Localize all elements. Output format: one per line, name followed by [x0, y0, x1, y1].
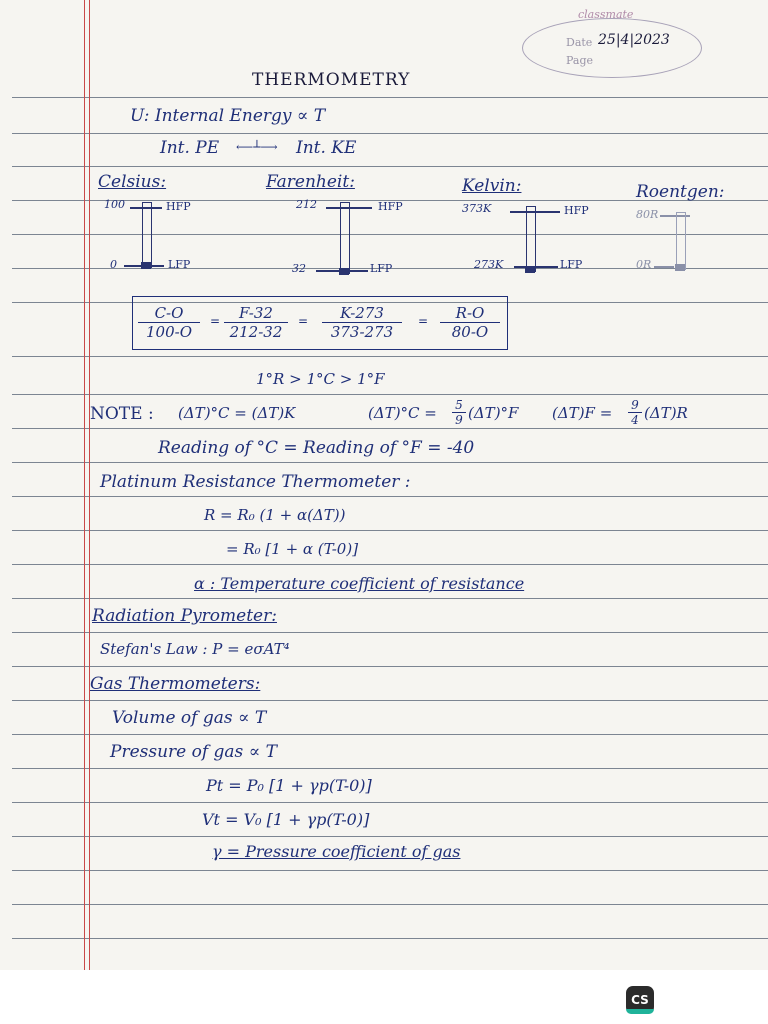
prt-line2: = R₀ [1 + α (T-0)]: [226, 540, 359, 558]
kelvin-lfp-tick: [514, 266, 558, 268]
kelvin-lfp-label: LFP: [560, 258, 583, 271]
gas-line1: Volume of gas ∝ T: [112, 708, 267, 728]
date-label: Date: [566, 36, 593, 49]
fraction-roentgen: [440, 304, 500, 341]
fraction-farenheit-num: F-32: [224, 304, 288, 323]
kelvin-upper: 373K: [462, 202, 492, 215]
fraction-celsius: [138, 304, 200, 341]
page-title: THERMOMETRY: [252, 70, 411, 90]
prt-heading: Platinum Resistance Thermometer :: [100, 472, 411, 492]
celsius-lfp-label: LFP: [168, 258, 191, 271]
gas-line4: Vt = V₀ [1 + γp(T-0)]: [202, 810, 370, 829]
celsius-hfp-label: HFP: [166, 200, 191, 213]
farenheit-upper: 212: [296, 198, 317, 211]
gas-line5: γ = Pressure coefficient of gas: [212, 842, 461, 861]
celsius-lower: 0: [110, 258, 117, 271]
internal-energy-line: U: Internal Energy ∝ T: [130, 106, 326, 126]
kelvin-hfp-label: HFP: [564, 204, 589, 217]
note-eq2-right: (ΔT)°F: [468, 404, 519, 422]
pyrometer-heading: Radiation Pyrometer:: [92, 606, 277, 626]
degree-comparison: 1°R > 1°C > 1°F: [256, 370, 385, 388]
kelvin-lower: 273K: [474, 258, 504, 271]
prt-line3: α : Temperature coefficient of resistance: [194, 574, 525, 593]
int-pe-label: Int. PE: [160, 138, 220, 158]
celsius-upper: 100: [104, 198, 125, 211]
scale-name-kelvin: Kelvin:: [462, 176, 522, 196]
note-eq2-den: 9: [455, 413, 463, 427]
gas-heading: Gas Thermometers:: [90, 674, 261, 694]
note-eq2-num: 5: [452, 398, 466, 413]
farenheit-lfp-tick: [316, 270, 368, 272]
scale-name-roentgen: Roentgen:: [636, 182, 725, 202]
scale-name-farenheit: Farenheit:: [266, 172, 355, 192]
roentgen-upper: 80R: [636, 208, 659, 221]
equals-sign-3: =: [418, 314, 429, 328]
note-eq3-right: (ΔT)R: [644, 404, 688, 422]
scale-name-celsius: Celsius:: [98, 172, 167, 192]
brand-logo: classmate: [578, 8, 634, 21]
note-eq1: (ΔT)°C = (ΔT)K: [178, 404, 296, 422]
roentgen-lfp-tick: [654, 266, 674, 268]
note-label: NOTE :: [90, 404, 154, 424]
farenheit-lower: 32: [292, 262, 306, 275]
farenheit-thermometer: [340, 202, 350, 274]
celsius-thermometer: [142, 202, 152, 268]
int-ke-label: Int. KE: [296, 138, 357, 158]
note-eq2-fraction: [452, 398, 466, 427]
celsius-lfp-tick: [124, 265, 164, 267]
camscanner-app-icon[interactable]: CS: [626, 986, 654, 1014]
date-stamp: [522, 18, 702, 78]
note-eq3-den: 4: [631, 413, 639, 427]
gas-line2: Pressure of gas ∝ T: [110, 742, 277, 762]
fraction-celsius-num: C-O: [138, 304, 200, 323]
reading-equality: Reading of °C = Reading of °F = -40: [158, 438, 475, 458]
equals-sign-1: =: [210, 314, 221, 328]
fraction-farenheit: [224, 304, 288, 341]
fraction-celsius-den: 100-O: [146, 323, 192, 341]
roentgen-bulb: [675, 264, 685, 271]
kelvin-thermometer: [526, 206, 536, 272]
fraction-roentgen-num: R-O: [440, 304, 500, 323]
roentgen-lower: 0R: [636, 258, 652, 271]
fraction-kelvin-den: 373-273: [330, 323, 394, 341]
date-value: 25|4|2023: [598, 32, 670, 48]
fraction-kelvin: [322, 304, 402, 341]
fraction-kelvin-num: K-273: [322, 304, 402, 323]
gas-line3: Pt = P₀ [1 + γp(T-0)]: [206, 776, 372, 795]
note-eq2-left: (ΔT)°C =: [368, 404, 437, 422]
farenheit-lfp-label: LFP: [370, 262, 393, 275]
note-eq3-fraction: [628, 398, 642, 427]
stefans-law: Stefan's Law : P = eσAT⁴: [100, 640, 290, 658]
double-arrow-icon: ⟵┴⟶: [236, 140, 278, 154]
note-eq3-left: (ΔT)F =: [552, 404, 613, 422]
page-label: Page: [566, 54, 594, 67]
note-eq3-num: 9: [628, 398, 642, 413]
fraction-roentgen-den: 80-O: [451, 323, 489, 341]
camscanner-icon-accent: [626, 1009, 654, 1014]
roentgen-thermometer: [676, 212, 686, 270]
farenheit-hfp-label: HFP: [378, 200, 403, 213]
fraction-farenheit-den: 212-32: [229, 323, 283, 341]
prt-line1: R = R₀ (1 + α(ΔT)): [204, 506, 346, 524]
equals-sign-2: =: [298, 314, 309, 328]
